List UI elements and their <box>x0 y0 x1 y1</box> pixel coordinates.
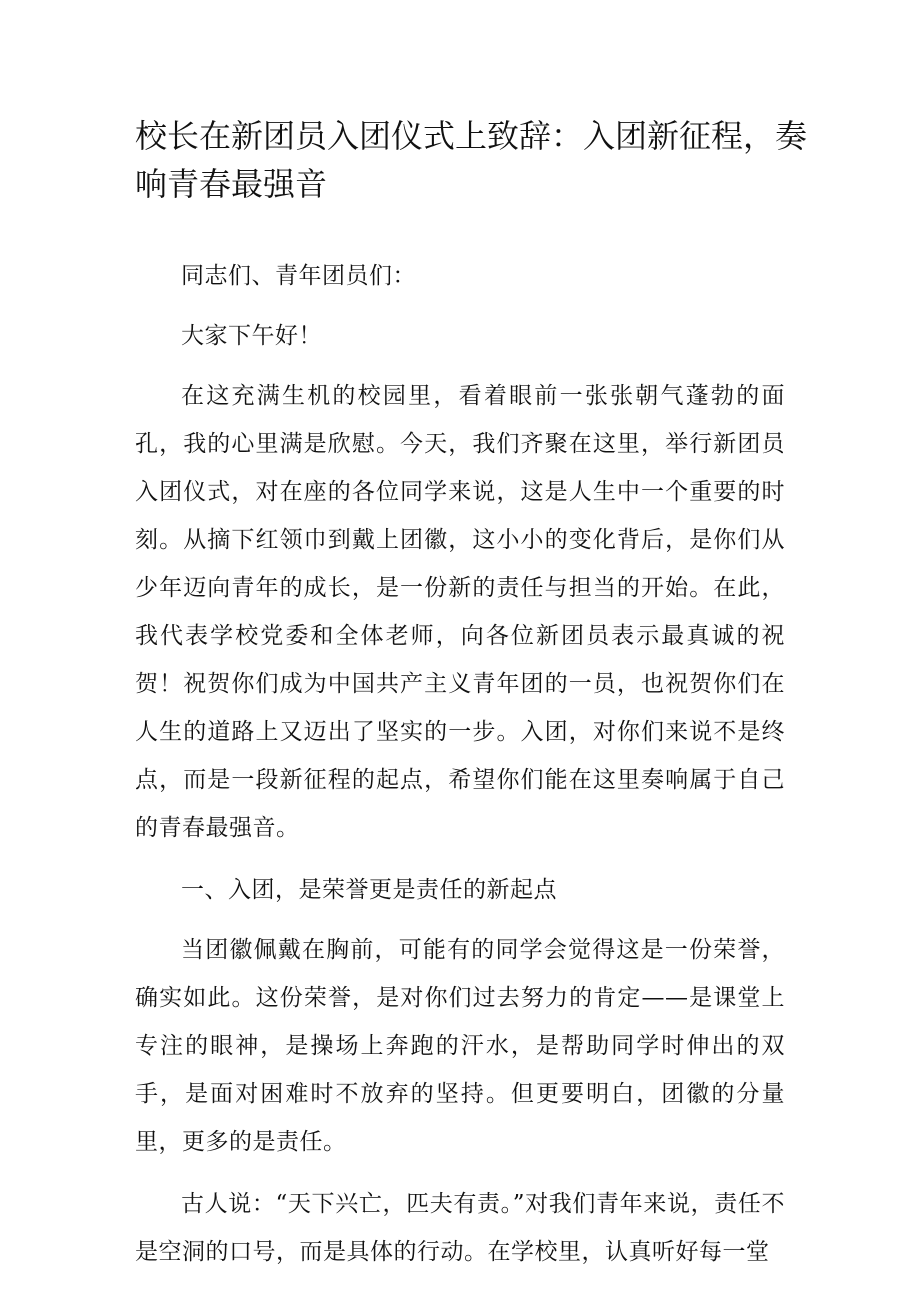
intro-paragraph: 在这充满生机的校园里，看着眼前一张张朝气蓬勃的面孔，我的心里满是欣慰。今天，我们齐聚在这里，举行新团员入团仪式，对在座的各位同学来说，这是人生中一个重要的时刻。从摘下红领巾到戴上团徽，这小小的变化背后，是你们从少年迈向青年的成长，是一份新的责任与担当的开始。在此，我代表学校党委和全体老师，向各位新团员表示最真诚的祝贺！祝贺你们成为中国共产主义青年团的一员，也祝贺你们在人生的道路上又迈出了坚实的一步。入团，对你们来说不是终点，而是一段新征程的起点，希望你们能在这里奏响属于自己的青春最强音。 <box>135 383 785 841</box>
document-body <box>135 252 785 1290</box>
salutation-paragraph: 同志们、青年团员们： <box>181 263 416 289</box>
greeting-paragraph: 大家下午好！ <box>181 323 322 349</box>
document-title: 校长在新团员入团仪式上致辞：入团新征程，奏响青春最强音 <box>135 117 808 203</box>
body-paragraph: 古人说：“天下兴亡，匹夫有责。”对我们青年来说，责任不是空洞的口号，而是具体的行动。在学校里，认真听好每一堂 <box>135 1191 785 1265</box>
section-heading: 一、入团，是荣誉更是责任的新起点 <box>181 877 557 903</box>
body-paragraph: 当团徽佩戴在胸前，可能有的同学会觉得这是一份荣誉，确实如此。这份荣誉，是对你们过去努力的肯定——是课堂上专注的眼神，是操场上奔跑的汗水，是帮助同学时伸出的双手，是面对困难时不放弃的坚持。但更要明白，团徽的分量里，更多的是责任。 <box>135 937 785 1155</box>
